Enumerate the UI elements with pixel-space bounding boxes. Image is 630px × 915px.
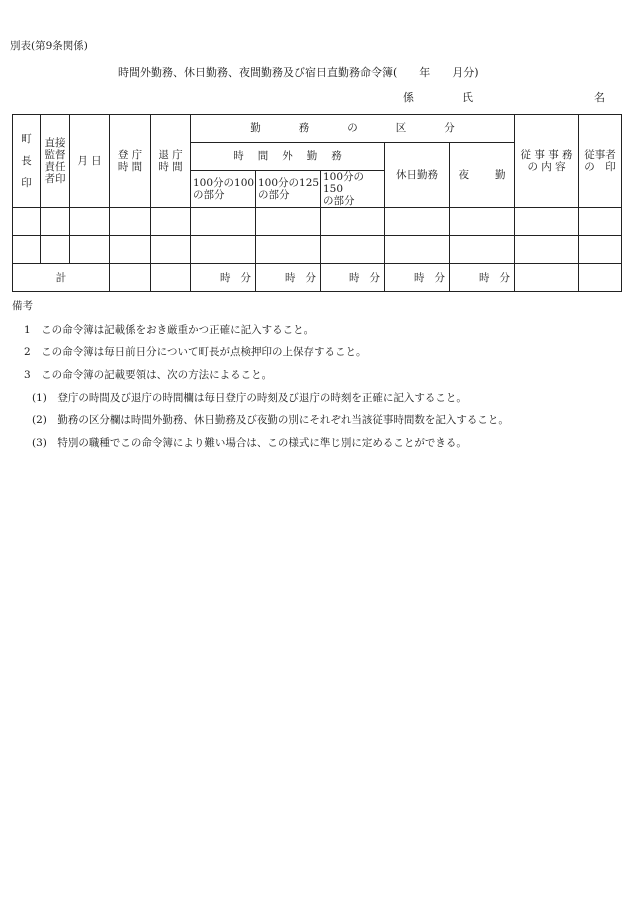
header-chocho-in: 町 長 印 [13, 115, 41, 208]
total-100-125: 時 分 [256, 264, 321, 292]
sig-mei: 名 [594, 91, 605, 104]
header-jikangai-kinmu: 時 間 外 勤 務 [191, 143, 385, 171]
total-label: 計 [13, 264, 110, 292]
note-item: 3 この命令簿の記載要領は、次の方法によること。 [24, 369, 273, 381]
header-tsukihi: 月 日 [70, 115, 110, 208]
sig-kakari: 係 [403, 91, 414, 104]
header-100-125: 100分の125 の部分 [256, 171, 321, 208]
note-subitem: (1) 登庁の時間及び退庁の時間欄は毎日登庁の時刻及び退庁の時刻を正確に記入すること。 [32, 392, 467, 404]
header-kinmu-kubun: 勤 務 の 区 分 [191, 115, 515, 143]
note-subitem: (2) 勤務の区分欄は時間外勤務、休日勤務及び夜勤の別にそれぞれ当該従事時間数を記入すること。 [32, 414, 509, 426]
document-title: 時間外勤務、休日勤務、夜間勤務及び宿日直勤務命令簿( 年 月分) [118, 66, 479, 79]
header-jujisha-in: 従事者 の 印 [579, 115, 622, 208]
note-item: 1 この命令簿は記載係をおき厳重かつ正確に記入すること。 [24, 324, 315, 336]
header-chokusetsu-kantoku: 直接 監督 責任 者印 [41, 115, 70, 208]
total-100-100: 時 分 [191, 264, 256, 292]
sig-shi: 氏 [462, 91, 473, 104]
total-yakin: 時 分 [450, 264, 515, 292]
work-order-table [12, 114, 622, 292]
header-100-100: 100分の100 の部分 [191, 171, 256, 208]
header-100-150: 100分の150 の部分 [321, 171, 385, 208]
header-kyujitsu-kinmu: 休日勤務 [385, 143, 450, 208]
notes-heading: 備考 [12, 300, 33, 312]
form-reference: 別表(第9条関係) [10, 40, 88, 52]
table-row [13, 236, 622, 264]
header-tocho-jikan: 登 庁 時 間 [110, 115, 151, 208]
total-kyujitsu: 時 分 [385, 264, 450, 292]
header-taicho-jikan: 退 庁 時 間 [151, 115, 191, 208]
table-row [13, 208, 622, 236]
total-row [13, 264, 622, 292]
header-yakin: 夜 勤 [450, 143, 515, 208]
note-item: 2 この命令簿は毎日前日分について町長が点検押印の上保存すること。 [24, 346, 367, 358]
signature-line [400, 89, 606, 103]
header-juji-jimu-naiyo: 従 事 事 務 の 内 容 [515, 115, 579, 208]
note-subitem: (3) 特別の職種でこの命令簿により難い場合は、この様式に準じ別に定めることができる。 [32, 437, 467, 449]
total-100-150: 時 分 [321, 264, 385, 292]
